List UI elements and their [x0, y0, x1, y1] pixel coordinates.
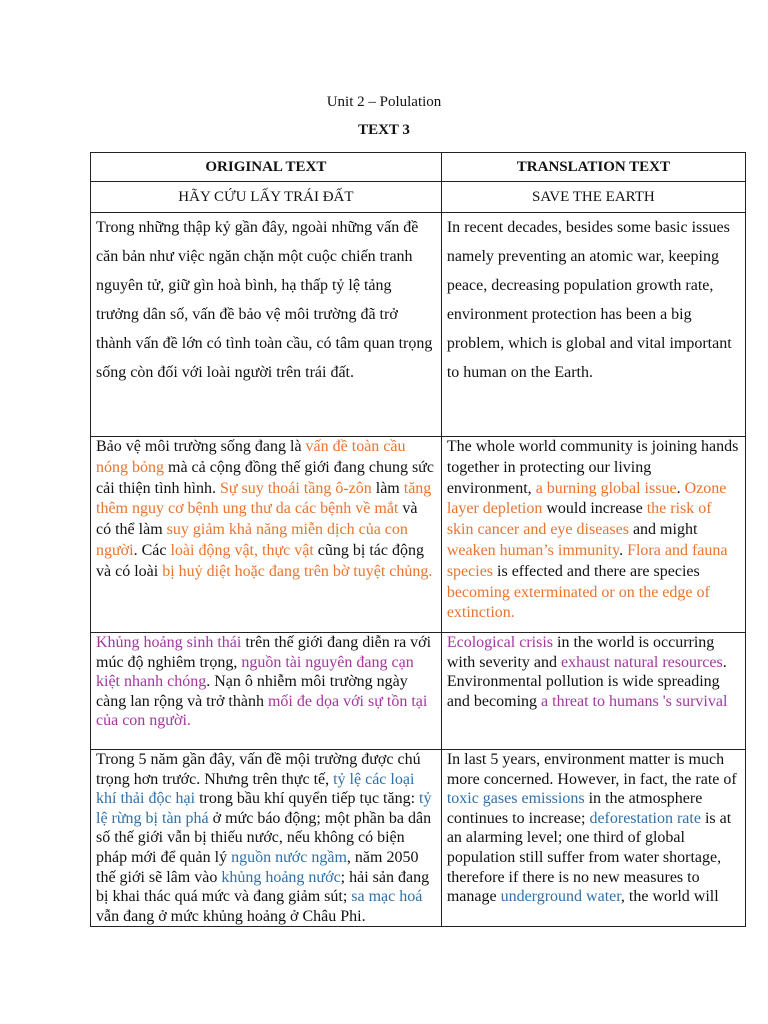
highlighted-phrase: mối đe dọa với sự tồn tại của con người. — [96, 692, 428, 729]
text-run: làm — [371, 479, 404, 497]
text-run: in the atmosphere continues to increase; — [446, 790, 703, 827]
highlighted-phrase: khủng hoảng nước — [221, 868, 341, 886]
highlighted-phrase: tăng thêm nguy cơ bệnh ung thư da các bệnh về mắt — [96, 479, 432, 518]
translation-subtitle: SAVE THE EARTH — [441, 182, 745, 213]
unit-title: Unit 2 – Polulation — [326, 94, 442, 110]
highlighted-phrase: toxic gases emissions — [446, 790, 585, 808]
text-run: ở mức báo động; một phần ba dân số thế giới vẫn bị thiếu nước, nếu không có biện pháp mới để quản lý — [96, 809, 432, 866]
original-paragraph — [91, 213, 442, 437]
highlighted-phrase: tỷ lệ rừng bị tàn phá — [96, 790, 432, 827]
highlighted-phrase: a burning global issue — [535, 479, 677, 497]
highlighted-phrase: Sự suy thoái tầng ô-zôn — [219, 479, 372, 497]
table-row — [91, 437, 746, 633]
text-run: , năm 2050 thế giới sẽ lâm vào — [96, 848, 419, 886]
highlighted-phrase: Ecological crisis — [446, 634, 553, 651]
text-run: Trong 5 năm gần đây, vấn đề mội trường được chú trọng hơn trước. Nhưng trên thực tế, — [96, 751, 421, 788]
text-run: is effected and there are species — [493, 562, 700, 580]
original-paragraph — [91, 750, 442, 927]
text-run: ; hải sản đang bị khai thác quá mức và đang giảm sút; — [96, 868, 430, 906]
highlighted-phrase: nguồn nước ngầm — [231, 848, 347, 866]
highlighted-phrase: a threat to humans 's survival — [541, 692, 728, 710]
text-run: trên thế giới đang diễn ra với múc độ nghiêm trọng, — [96, 634, 432, 671]
text-run: mà cả cộng đồng thế giới đang chung sức cải thiện tình hình. — [96, 458, 434, 497]
original-column-header: ORIGINAL TEXT — [91, 153, 442, 182]
translation-paragraph — [441, 750, 745, 927]
translation-paragraph — [441, 437, 745, 633]
highlighted-phrase: loài động vật, thực vật — [170, 541, 314, 559]
text-run: would increase — [542, 500, 647, 518]
translation-column-header: TRANSLATION TEXT — [441, 153, 745, 182]
table-row — [91, 633, 746, 750]
text-run: trong bầu khí quyển tiếp tục tăng: — [195, 790, 420, 808]
text-run: Bảo vệ môi trường sống đang là — [96, 438, 306, 455]
text-run: vẫn đang ở mức khủng hoảng ở Châu Phi. — [96, 907, 366, 925]
table-row — [91, 213, 746, 437]
highlighted-phrase: suy giảm khả năng miễn dịch của con người — [96, 521, 408, 559]
highlighted-phrase: the risk of skin cancer and eye diseases — [446, 500, 712, 539]
highlighted-phrase: tỷ lệ các loại khí thải độc hại — [96, 770, 415, 808]
text-run: is at an alarming level; one third of global population still suffer from water shortage, therefore if there is no new measures to manage — [446, 809, 732, 906]
highlighted-phrase: bị huỷ diệt hoặc đang trên bờ tuyệt chủng. — [162, 562, 433, 580]
text-run: and might — [628, 521, 698, 539]
highlighted-phrase: Khủng hoảng sinh thái — [96, 634, 242, 651]
highlighted-phrase: weaken human’s immunity — [446, 541, 620, 559]
original-paragraph — [91, 437, 442, 633]
highlighted-phrase: sa mạc hoá — [351, 888, 423, 906]
translation-table — [90, 152, 746, 927]
text-run: . Nạn ô nhiễm môi trường ngày càng lan rộng và trở thành — [96, 673, 408, 710]
highlighted-phrase: underground water — [500, 888, 621, 906]
original-subtitle: HÃY CỨU LẤY TRÁI ĐẤT — [91, 182, 442, 213]
text-run: In recent decades, besides some basic issues namely preventing an atomic war, keeping peace, decreasing population growth rate, environment protection has been a big problem, which is global and vital important to human on the Earth. — [446, 219, 732, 381]
highlighted-phrase: deforestation rate — [589, 809, 701, 827]
text-run: . Environmental pollution is wide spreading and becoming — [446, 653, 727, 710]
highlighted-phrase: Flora and fauna species — [446, 541, 728, 580]
text-run: Trong những thập kỷ gần đây, ngoài những vấn đề căn bản như việc ngăn chặn một cuộc chiến tranh nguyên tử, giữ gìn hoà bình, hạ thấp tỷ lệ tảng trưởng dân số, vấn đề bảo vệ môi trường đã trở thành vấn đề lớn có tình toàn cầu, có tâm quan trọng sống còn đối với loài người trên trái đất. — [96, 219, 433, 381]
translation-paragraph — [441, 633, 745, 750]
table-header-row — [91, 153, 746, 182]
original-paragraph — [91, 633, 442, 750]
subtitle-row — [91, 182, 746, 213]
highlighted-phrase: nguồn tài nguyên đang cạn kiệt nhanh chóng — [96, 653, 414, 690]
highlighted-phrase: exhaust natural resources — [561, 653, 723, 671]
text-title: TEXT 3 — [358, 122, 410, 138]
text-run: The whole world community is joining hands together in protecting our living environment, — [446, 438, 739, 497]
text-run: , the world will — [620, 888, 719, 906]
text-run: in the world is occurring with severity and — [446, 634, 715, 671]
highlighted-phrase: Ozone layer depletion — [446, 479, 727, 518]
text-run: . — [619, 541, 628, 559]
text-run: . — [676, 479, 685, 497]
translation-paragraph — [441, 213, 745, 437]
text-run: cũng bị tác động và có loài — [96, 541, 424, 580]
text-run: In last 5 years, environment matter is much more concerned. However, in fact, the rate of — [446, 751, 737, 788]
highlighted-phrase: becoming exterminated or on the edge of extinction. — [446, 583, 710, 622]
text-run: và có thể làm — [96, 500, 418, 539]
highlighted-phrase: vấn đề toàn cầu nóng bỏng — [96, 438, 406, 476]
table-row — [91, 750, 746, 927]
text-run: . Các — [133, 541, 171, 559]
